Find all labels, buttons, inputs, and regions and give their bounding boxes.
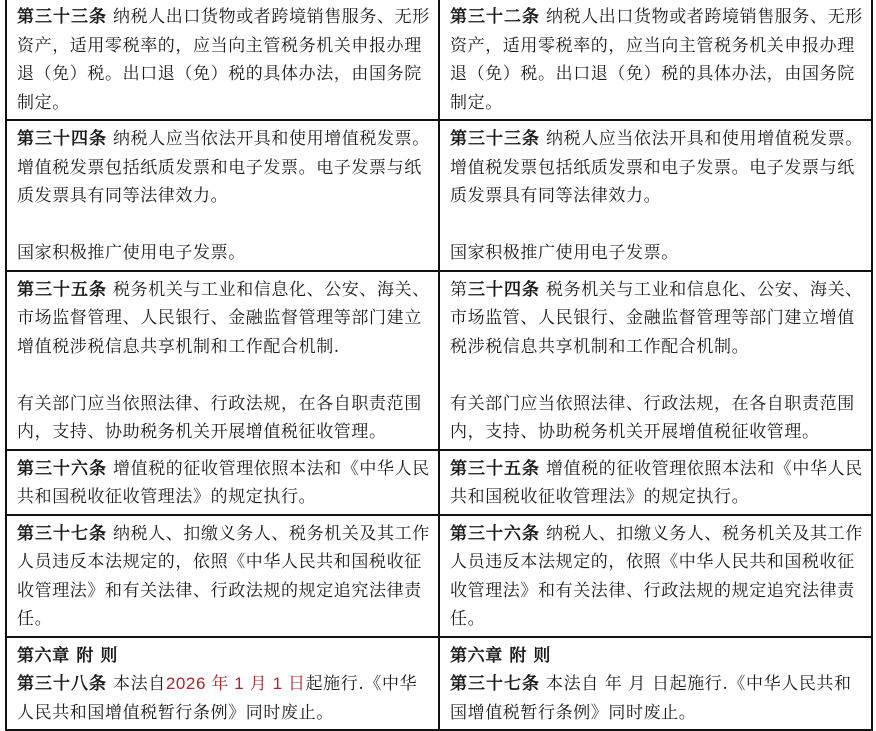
article-number: 第三十三条	[17, 7, 107, 27]
cell-draft-art-37	[439, 637, 872, 731]
article-number: 第三十六条	[450, 523, 540, 544]
table-row	[6, 515, 872, 637]
article-text: 纳税人应当依法开具和使用增值税发票。增值税发票包括纸质发票和电子发票。电子发票与纸质发票具有同等法律效力。	[450, 129, 863, 206]
cell-new-law-art-33	[6, 0, 439, 120]
article-number: 第三十八条	[17, 674, 107, 694]
paragraph-gap	[450, 211, 863, 240]
article-number: 第三十七条	[450, 674, 540, 694]
cell-new-law-art-35	[6, 271, 439, 450]
article-text: 纳税人应当依法开具和使用增值税发票。增值税发票包括纸质发票和电子发票。电子发票与纸质发票具有同等法律效力。	[17, 129, 430, 206]
article-prefix: 第	[450, 279, 468, 300]
article-number: 第三十七条	[17, 523, 107, 544]
article-number: 第三十五条	[450, 458, 540, 479]
article-text: 本法自 年 月 日起施行.《中华人民共和国增值税暂行条例》同时废止。	[450, 674, 852, 723]
article-number: 第三十三条	[450, 129, 540, 149]
paragraph: 国家积极推广使用电子发票。	[450, 243, 679, 263]
article-suffix: 三十四条	[468, 279, 540, 300]
chapter-heading: 第六章 附 则	[450, 645, 552, 666]
cell-new-law-art-36	[6, 450, 439, 515]
paragraph	[450, 276, 863, 362]
cell-draft-art-33	[439, 120, 872, 271]
table-row	[6, 450, 872, 515]
cell-new-law-art-37	[6, 515, 439, 637]
paragraph	[450, 125, 863, 211]
article-text: 增值税的征收管理依照本法和《中华人民共和国税收征收管理法》的规定执行。	[450, 458, 863, 507]
cell-draft-art-36	[439, 515, 872, 637]
article-text: 税务机关与工业和信息化、公安、海关、市场监督管理、人民银行、金融监督管理等部门建立增值税涉税信息共享机制和工作配合机制.	[17, 279, 430, 357]
cell-draft-art-34	[439, 271, 872, 450]
article-number: 第三十二条	[450, 7, 540, 27]
article-text: 起施行.《中华人民共和国增值税暂行条例》同时废止。	[17, 674, 418, 723]
paragraph-gap	[450, 361, 863, 390]
article-text: 纳税人、扣缴义务人、税务机关及其工作人员违反本法规定的，依照《中华人民共和国税收征收管理法》和有关法律、行政法规的规定追究法律责任。	[450, 523, 863, 629]
article-text: 税务机关与工业和信息化、公安、海关、市场监管、人民银行、金融监督管理等部门建立增值税涉税信息共享机制和工作配合机制。	[450, 279, 863, 357]
article-text: 纳税人出口货物或者跨境销售服务、无形资产，适用零税率的，应当向主管税务机关申报办理退（免）税。出口退（免）税的具体办法，由国务院制定。	[17, 7, 430, 113]
paragraph-gap	[17, 361, 430, 390]
article-number: 第三十五条	[17, 279, 107, 300]
law-comparison-table	[5, 0, 873, 731]
chapter-heading: 第六章 附 则	[17, 645, 119, 666]
article-text: 增值税的征收管理依照本法和《中华人民共和国税收征收管理法》的规定执行。	[17, 458, 430, 507]
paragraph: 国家积极推广使用电子发票。	[17, 243, 246, 263]
paragraph-gap	[17, 211, 430, 240]
article-number: 第三十四条	[17, 129, 107, 149]
article-number: 第三十六条	[17, 458, 107, 479]
paragraph: 有关部门应当依照法律、行政法规，在各自职责范围内，支持、协助税务机关开展增值税征收管理。	[17, 393, 422, 442]
article-text: 纳税人出口货物或者跨境销售服务、无形资产，适用零税率的，应当向主管税务机关申报办理退（免）税。出口退（免）税的具体办法，由国务院制定。	[450, 7, 863, 113]
cell-new-law-art-34	[6, 120, 439, 271]
paragraph: 有关部门应当依照法律、行政法规，在各自职责范围内，支持、协助税务机关开展增值税征收管理。	[450, 393, 855, 442]
cell-draft-art-32	[439, 0, 872, 120]
table-row	[6, 271, 872, 450]
table-row	[6, 637, 872, 731]
table-row	[6, 120, 872, 271]
cell-new-law-art-38	[6, 637, 439, 731]
table-row	[6, 0, 872, 120]
paragraph	[17, 276, 430, 362]
article-text: 纳税人、扣缴义务人、税务机关及其工作人员违反本法规定的，依照《中华人民共和国税收征收管理法》和有关法律、行政法规的规定追究法律责任。	[17, 523, 430, 629]
cell-draft-art-35	[439, 450, 872, 515]
article-number	[450, 280, 540, 300]
paragraph	[17, 125, 430, 211]
article-text: 本法自	[113, 674, 166, 694]
effective-date-highlight: 2026 年 1 月 1 日	[165, 674, 306, 693]
